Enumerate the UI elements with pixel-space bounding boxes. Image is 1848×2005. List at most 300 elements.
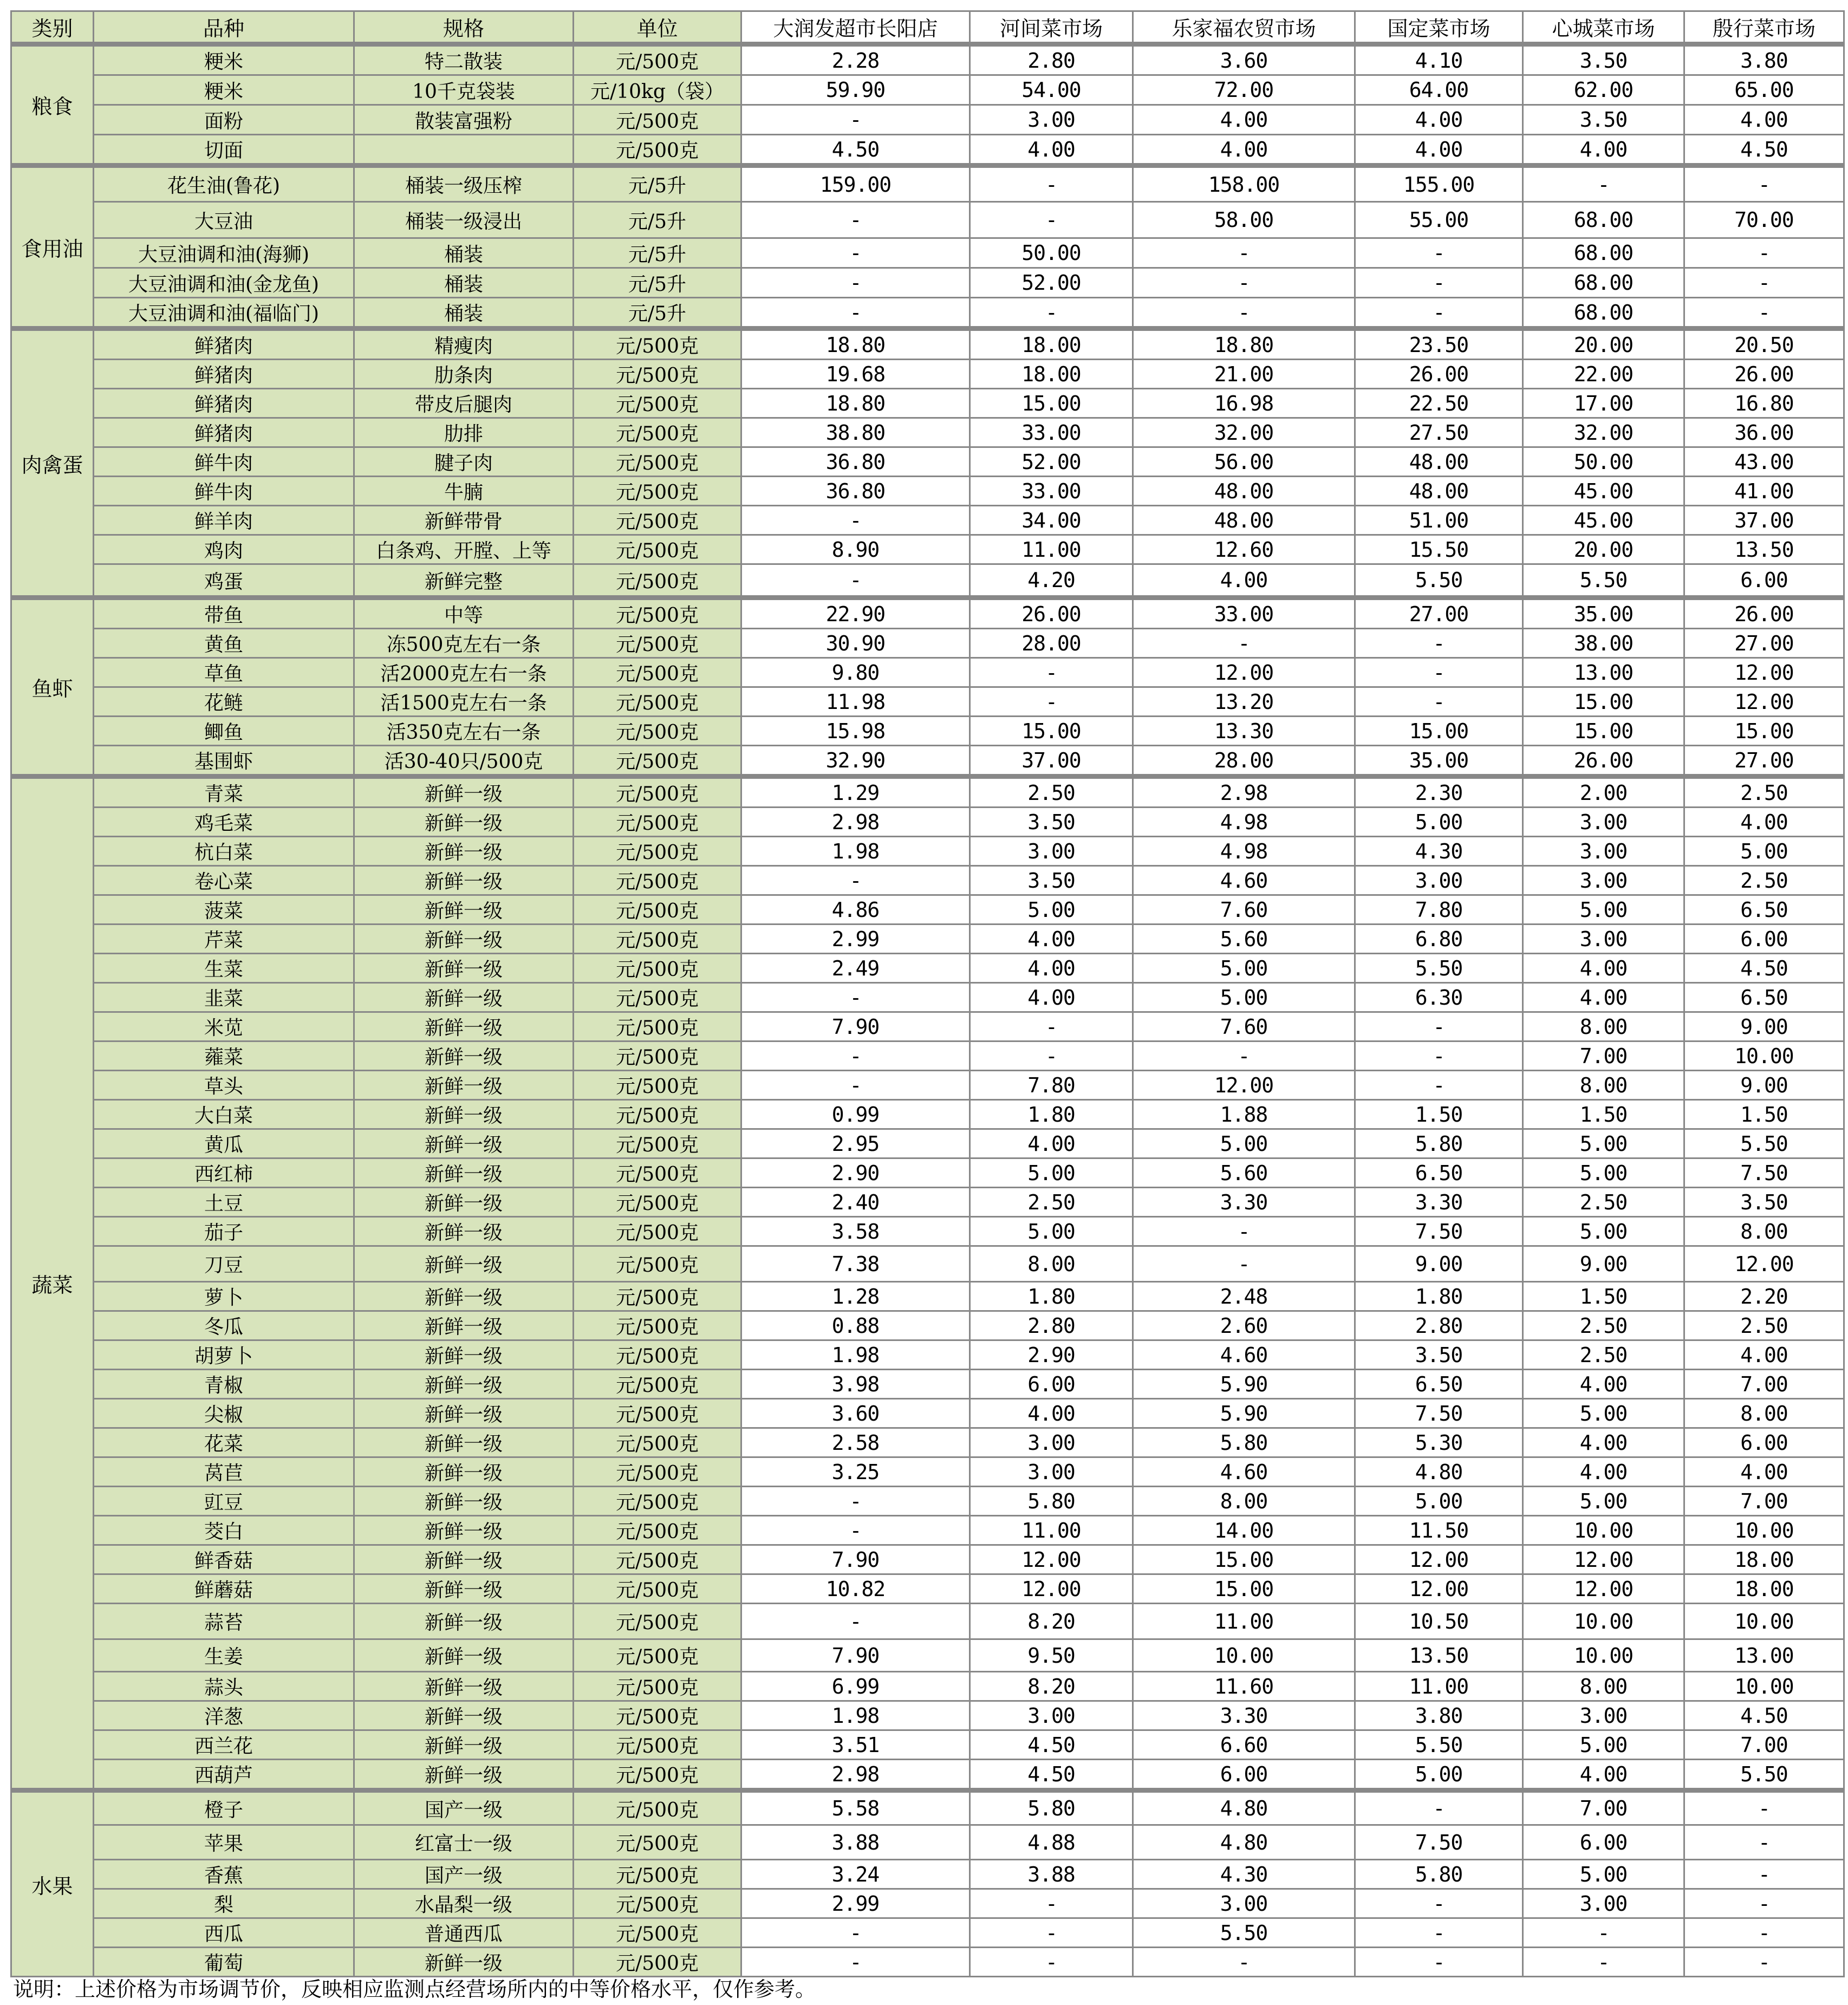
variety-cell: 茄子 xyxy=(94,1217,354,1246)
price-cell: 2.40 xyxy=(741,1188,970,1217)
price-cell: 33.00 xyxy=(970,418,1133,447)
price-cell: 9.80 xyxy=(741,658,970,687)
price-cell: 3.00 xyxy=(970,1701,1133,1730)
price-cell: 3.30 xyxy=(1355,1188,1523,1217)
table-row xyxy=(11,598,1844,629)
price-cell: 68.00 xyxy=(1523,202,1684,238)
price-cell: 18.00 xyxy=(970,329,1133,360)
spec-cell xyxy=(354,135,574,166)
price-cell: 5.30 xyxy=(1355,1428,1523,1457)
price-cell: 12.00 xyxy=(1684,1246,1844,1282)
table-row xyxy=(11,895,1844,925)
price-cell: 4.00 xyxy=(970,1399,1133,1428)
price-cell: 2.50 xyxy=(1523,1340,1684,1370)
variety-cell: 西葫芦 xyxy=(94,1760,354,1791)
table-row xyxy=(11,1574,1844,1604)
price-cell: 5.00 xyxy=(1355,1487,1523,1516)
price-cell: 10.00 xyxy=(1523,1604,1684,1639)
table-row xyxy=(11,746,1844,777)
price-cell: 4.00 xyxy=(1133,564,1355,598)
price-cell: - xyxy=(970,1918,1133,1948)
unit-cell: 元/500克 xyxy=(574,44,741,75)
price-cell: - xyxy=(970,298,1133,329)
price-cell: 32.00 xyxy=(1523,418,1684,447)
price-cell: 22.00 xyxy=(1523,360,1684,389)
table-row xyxy=(11,808,1844,837)
price-cell: - xyxy=(741,506,970,535)
price-cell: 7.90 xyxy=(741,1012,970,1041)
variety-cell: 大豆油 xyxy=(94,202,354,238)
price-cell: 11.00 xyxy=(1133,1604,1355,1639)
price-cell: - xyxy=(970,1041,1133,1071)
variety-cell: 橙子 xyxy=(94,1791,354,1825)
spec-cell: 新鲜一级 xyxy=(354,1282,574,1311)
footnote: 说明：上述价格为市场调节价，反映相应监测点经营场所内的中等价格水平，仅作参考。 xyxy=(13,1977,816,2001)
price-cell: - xyxy=(741,105,970,135)
price-cell: 5.50 xyxy=(1355,1730,1523,1760)
price-cell: 12.60 xyxy=(1133,535,1355,564)
price-cell: - xyxy=(1133,1041,1355,1071)
spec-cell: 10千克袋装 xyxy=(354,75,574,105)
price-cell: 4.80 xyxy=(1355,1457,1523,1487)
unit-cell: 元/500克 xyxy=(574,1639,741,1672)
table-row xyxy=(11,1516,1844,1545)
price-cell: 5.00 xyxy=(1355,1760,1523,1791)
price-cell: 3.98 xyxy=(741,1370,970,1399)
unit-cell: 元/500克 xyxy=(574,1730,741,1760)
table-row xyxy=(11,1370,1844,1399)
spec-cell: 普通西瓜 xyxy=(354,1918,574,1948)
price-table-sheet xyxy=(10,10,1843,1977)
price-cell: 4.00 xyxy=(1523,954,1684,983)
price-cell: 12.00 xyxy=(1523,1574,1684,1604)
price-cell: 11.00 xyxy=(970,1516,1133,1545)
spec-cell: 特二散装 xyxy=(354,44,574,75)
variety-cell: 鲜牛肉 xyxy=(94,477,354,506)
price-cell: 26.00 xyxy=(1684,360,1844,389)
unit-cell: 元/500克 xyxy=(574,895,741,925)
price-cell: 4.00 xyxy=(1523,1760,1684,1791)
unit-cell: 元/500克 xyxy=(574,1428,741,1457)
price-cell: - xyxy=(1133,238,1355,268)
price-cell: 4.30 xyxy=(1355,837,1523,866)
price-cell: 4.00 xyxy=(970,983,1133,1012)
variety-cell: 大豆油调和油(福临门) xyxy=(94,298,354,329)
variety-cell: 大豆油调和油(金龙鱼) xyxy=(94,268,354,298)
price-cell: 70.00 xyxy=(1684,202,1844,238)
price-cell: 4.00 xyxy=(970,954,1133,983)
price-cell: 3.00 xyxy=(970,1457,1133,1487)
table-row xyxy=(11,1604,1844,1639)
price-cell: 2.48 xyxy=(1133,1282,1355,1311)
table-row xyxy=(11,135,1844,166)
price-cell: 68.00 xyxy=(1523,298,1684,329)
table-body xyxy=(11,44,1844,1977)
spec-cell: 桶装一级压榨 xyxy=(354,166,574,202)
price-cell: 6.50 xyxy=(1355,1370,1523,1399)
price-cell: 15.98 xyxy=(741,717,970,746)
price-cell: 3.00 xyxy=(1133,1889,1355,1918)
price-cell: 22.50 xyxy=(1355,389,1523,418)
price-cell: 1.88 xyxy=(1133,1100,1355,1129)
unit-cell: 元/5升 xyxy=(574,202,741,238)
price-cell: 6.30 xyxy=(1355,983,1523,1012)
price-cell: 2.90 xyxy=(970,1340,1133,1370)
price-cell: 8.00 xyxy=(1684,1399,1844,1428)
price-cell: 6.00 xyxy=(1684,1428,1844,1457)
variety-cell: 香蕉 xyxy=(94,1860,354,1889)
variety-cell: 大白菜 xyxy=(94,1100,354,1129)
price-cell: 3.00 xyxy=(1523,1889,1684,1918)
price-cell: - xyxy=(970,658,1133,687)
variety-cell: 鲜猪肉 xyxy=(94,389,354,418)
table-row xyxy=(11,717,1844,746)
table-row xyxy=(11,1760,1844,1791)
price-cell: 13.50 xyxy=(1684,535,1844,564)
price-cell: 64.00 xyxy=(1355,75,1523,105)
price-cell: 3.50 xyxy=(1523,44,1684,75)
price-cell: 4.60 xyxy=(1133,1340,1355,1370)
variety-cell: 花鲢 xyxy=(94,687,354,717)
table-row xyxy=(11,506,1844,535)
price-cell: 4.00 xyxy=(1684,808,1844,837)
variety-cell: 草头 xyxy=(94,1071,354,1100)
price-cell: 2.50 xyxy=(1684,777,1844,808)
price-cell: 13.30 xyxy=(1133,717,1355,746)
spec-cell: 腱子肉 xyxy=(354,447,574,477)
spec-cell: 新鲜一级 xyxy=(354,1158,574,1188)
price-cell: 15.50 xyxy=(1355,535,1523,564)
price-cell: 15.00 xyxy=(1133,1574,1355,1604)
price-cell: 9.00 xyxy=(1684,1012,1844,1041)
price-cell: 4.00 xyxy=(1684,105,1844,135)
spec-cell: 新鲜一级 xyxy=(354,1948,574,1977)
table-row xyxy=(11,1399,1844,1428)
price-cell: - xyxy=(1355,1889,1523,1918)
price-cell: 15.00 xyxy=(1523,717,1684,746)
price-cell: 5.80 xyxy=(1133,1428,1355,1457)
spec-cell: 活350克左右一条 xyxy=(354,717,574,746)
price-cell: 68.00 xyxy=(1523,268,1684,298)
price-cell: 28.00 xyxy=(1133,746,1355,777)
variety-cell: 蕹菜 xyxy=(94,1041,354,1071)
unit-cell: 元/500克 xyxy=(574,1791,741,1825)
table-row xyxy=(11,1041,1844,1071)
unit-cell: 元/500克 xyxy=(574,629,741,658)
table-row xyxy=(11,298,1844,329)
variety-cell: 粳米 xyxy=(94,75,354,105)
price-cell: 15.00 xyxy=(1684,717,1844,746)
price-cell: 0.88 xyxy=(741,1311,970,1340)
table-row xyxy=(11,1791,1844,1825)
table-row xyxy=(11,687,1844,717)
price-cell: 3.30 xyxy=(1133,1188,1355,1217)
price-cell: 2.00 xyxy=(1523,777,1684,808)
category-cell: 食用油 xyxy=(11,166,94,329)
price-cell: 10.00 xyxy=(1523,1639,1684,1672)
price-cell: 28.00 xyxy=(970,629,1133,658)
unit-cell: 元/500克 xyxy=(574,954,741,983)
price-cell: 4.00 xyxy=(1523,1428,1684,1457)
price-cell: 3.00 xyxy=(1523,1701,1684,1730)
table-row xyxy=(11,1246,1844,1282)
price-cell: 11.60 xyxy=(1133,1672,1355,1701)
table-row xyxy=(11,954,1844,983)
category-cell: 水果 xyxy=(11,1791,94,1977)
unit-cell: 元/500克 xyxy=(574,808,741,837)
price-cell: 13.00 xyxy=(1523,658,1684,687)
price-cell: 6.50 xyxy=(1684,983,1844,1012)
price-cell: 3.00 xyxy=(1523,808,1684,837)
variety-cell: 鲜猪肉 xyxy=(94,329,354,360)
price-cell: 4.88 xyxy=(970,1825,1133,1860)
price-cell: 1.80 xyxy=(970,1282,1133,1311)
variety-cell: 莴苣 xyxy=(94,1457,354,1487)
price-cell: 3.51 xyxy=(741,1730,970,1760)
price-cell: 3.50 xyxy=(970,866,1133,895)
price-cell: 11.98 xyxy=(741,687,970,717)
table-row xyxy=(11,535,1844,564)
price-cell: 3.80 xyxy=(1355,1701,1523,1730)
price-cell: 12.00 xyxy=(1523,1545,1684,1574)
price-cell: 4.80 xyxy=(1133,1791,1355,1825)
price-cell: 1.98 xyxy=(741,1701,970,1730)
price-cell: 1.29 xyxy=(741,777,970,808)
price-cell: 5.50 xyxy=(1523,564,1684,598)
table-row xyxy=(11,1340,1844,1370)
price-cell: 1.80 xyxy=(970,1100,1133,1129)
unit-cell: 元/500克 xyxy=(574,506,741,535)
variety-cell: 芹菜 xyxy=(94,925,354,954)
price-cell: 9.00 xyxy=(1355,1246,1523,1282)
price-cell: 34.00 xyxy=(970,506,1133,535)
price-cell: 30.90 xyxy=(741,629,970,658)
spec-cell: 新鲜一级 xyxy=(354,1340,574,1370)
price-cell: 4.00 xyxy=(1523,983,1684,1012)
unit-cell: 元/500克 xyxy=(574,105,741,135)
price-cell: 4.50 xyxy=(1684,954,1844,983)
unit-cell: 元/500克 xyxy=(574,1701,741,1730)
unit-cell: 元/500克 xyxy=(574,1574,741,1604)
table-row xyxy=(11,44,1844,75)
spec-cell: 新鲜一级 xyxy=(354,777,574,808)
price-cell: 3.30 xyxy=(1133,1701,1355,1730)
price-cell: 3.60 xyxy=(741,1399,970,1428)
unit-cell: 元/500克 xyxy=(574,1282,741,1311)
category-cell: 蔬菜 xyxy=(11,777,94,1791)
price-cell: 19.68 xyxy=(741,360,970,389)
table-row xyxy=(11,925,1844,954)
spec-cell: 新鲜一级 xyxy=(354,1012,574,1041)
price-cell: 0.99 xyxy=(741,1100,970,1129)
price-cell: 3.00 xyxy=(970,105,1133,135)
unit-cell: 元/500克 xyxy=(574,1860,741,1889)
table-row xyxy=(11,837,1844,866)
table-row xyxy=(11,777,1844,808)
variety-cell: 梨 xyxy=(94,1889,354,1918)
price-cell: 27.50 xyxy=(1355,418,1523,447)
variety-cell: 大豆油调和油(海狮) xyxy=(94,238,354,268)
price-cell: 5.00 xyxy=(1523,1860,1684,1889)
header-market: 乐家福农贸市场 xyxy=(1133,11,1355,44)
price-cell: 7.50 xyxy=(1355,1825,1523,1860)
price-cell: - xyxy=(1355,1041,1523,1071)
price-cell: 68.00 xyxy=(1523,238,1684,268)
unit-cell: 元/500克 xyxy=(574,598,741,629)
price-cell: 35.00 xyxy=(1523,598,1684,629)
price-cell: 5.90 xyxy=(1133,1399,1355,1428)
price-cell: 8.00 xyxy=(1523,1012,1684,1041)
table-row xyxy=(11,1071,1844,1100)
spec-cell: 新鲜一级 xyxy=(354,1574,574,1604)
price-cell: - xyxy=(1355,1012,1523,1041)
price-cell: 6.00 xyxy=(1684,925,1844,954)
unit-cell: 元/5升 xyxy=(574,298,741,329)
variety-cell: 青菜 xyxy=(94,777,354,808)
variety-cell: 蒜苔 xyxy=(94,1604,354,1639)
price-cell: 7.50 xyxy=(1684,1158,1844,1188)
price-cell: 159.00 xyxy=(741,166,970,202)
price-cell: 13.50 xyxy=(1355,1639,1523,1672)
price-cell: 62.00 xyxy=(1523,75,1684,105)
price-cell: 4.98 xyxy=(1133,808,1355,837)
unit-cell: 元/500克 xyxy=(574,1918,741,1948)
price-cell: 4.00 xyxy=(1523,135,1684,166)
spec-cell: 新鲜一级 xyxy=(354,925,574,954)
spec-cell: 新鲜一级 xyxy=(354,895,574,925)
price-cell: 3.88 xyxy=(741,1825,970,1860)
price-cell: - xyxy=(1684,238,1844,268)
spec-cell: 活1500克左右一条 xyxy=(354,687,574,717)
unit-cell: 元/500克 xyxy=(574,535,741,564)
price-cell: - xyxy=(1355,1791,1523,1825)
price-cell: 5.80 xyxy=(1355,1129,1523,1158)
price-cell: - xyxy=(1523,166,1684,202)
spec-cell: 新鲜一级 xyxy=(354,1639,574,1672)
price-cell: 3.50 xyxy=(1355,1340,1523,1370)
unit-cell: 元/500克 xyxy=(574,658,741,687)
price-cell: 7.80 xyxy=(970,1071,1133,1100)
price-cell: - xyxy=(1684,166,1844,202)
table-row xyxy=(11,1457,1844,1487)
price-cell: 12.00 xyxy=(1355,1574,1523,1604)
price-cell: 7.80 xyxy=(1355,895,1523,925)
price-cell: 51.00 xyxy=(1355,506,1523,535)
price-cell: 18.80 xyxy=(1133,329,1355,360)
spec-cell: 新鲜一级 xyxy=(354,808,574,837)
price-cell: - xyxy=(741,866,970,895)
price-cell: 4.00 xyxy=(970,1129,1133,1158)
price-cell: 155.00 xyxy=(1355,166,1523,202)
unit-cell: 元/500克 xyxy=(574,1399,741,1428)
variety-cell: 蒜头 xyxy=(94,1672,354,1701)
header-market: 河间菜市场 xyxy=(970,11,1133,44)
price-cell: 5.00 xyxy=(970,1217,1133,1246)
variety-cell: 基围虾 xyxy=(94,746,354,777)
price-cell: 10.00 xyxy=(1684,1604,1844,1639)
price-cell: 36.00 xyxy=(1684,418,1844,447)
price-cell: 2.50 xyxy=(1523,1188,1684,1217)
price-cell: 11.00 xyxy=(970,535,1133,564)
spec-cell: 新鲜一级 xyxy=(354,1129,574,1158)
price-cell: 8.90 xyxy=(741,535,970,564)
price-cell: 5.00 xyxy=(1523,1487,1684,1516)
price-cell: 20.00 xyxy=(1523,329,1684,360)
price-cell: 5.00 xyxy=(1133,983,1355,1012)
unit-cell: 元/500克 xyxy=(574,389,741,418)
price-cell: 2.80 xyxy=(970,1311,1133,1340)
price-cell: 10.82 xyxy=(741,1574,970,1604)
price-cell: 45.00 xyxy=(1523,506,1684,535)
price-cell: - xyxy=(741,1516,970,1545)
price-cell: 12.00 xyxy=(970,1574,1133,1604)
table-row xyxy=(11,1672,1844,1701)
price-cell: 5.00 xyxy=(1133,1129,1355,1158)
price-cell: 3.00 xyxy=(1523,837,1684,866)
unit-cell: 元/500克 xyxy=(574,1071,741,1100)
variety-cell: 鲜猪肉 xyxy=(94,360,354,389)
unit-cell: 元/500克 xyxy=(574,837,741,866)
price-cell: 18.00 xyxy=(1684,1574,1844,1604)
table-row xyxy=(11,105,1844,135)
spec-cell: 桶装 xyxy=(354,238,574,268)
price-cell: 1.50 xyxy=(1523,1100,1684,1129)
price-cell: 6.60 xyxy=(1133,1730,1355,1760)
price-cell: - xyxy=(1523,1918,1684,1948)
spec-cell: 新鲜一级 xyxy=(354,1487,574,1516)
price-cell: - xyxy=(741,238,970,268)
price-cell: 2.58 xyxy=(741,1428,970,1457)
price-cell: 38.00 xyxy=(1523,629,1684,658)
category-cell: 粮食 xyxy=(11,44,94,166)
price-cell: 4.30 xyxy=(1133,1860,1355,1889)
table-row xyxy=(11,238,1844,268)
price-cell: 7.50 xyxy=(1355,1217,1523,1246)
price-cell: 5.00 xyxy=(1523,1129,1684,1158)
spec-cell: 新鲜一级 xyxy=(354,1428,574,1457)
price-cell: - xyxy=(970,1012,1133,1041)
table-row xyxy=(11,1639,1844,1672)
price-cell: 3.25 xyxy=(741,1457,970,1487)
spec-cell: 活30-40只/500克 xyxy=(354,746,574,777)
price-cell: 8.00 xyxy=(970,1246,1133,1282)
price-cell: 7.00 xyxy=(1684,1487,1844,1516)
variety-cell: 带鱼 xyxy=(94,598,354,629)
price-cell: 2.60 xyxy=(1133,1311,1355,1340)
table-row xyxy=(11,983,1844,1012)
price-cell: 36.80 xyxy=(741,477,970,506)
table-row xyxy=(11,564,1844,598)
price-cell: 32.00 xyxy=(1133,418,1355,447)
price-cell: 5.00 xyxy=(1523,1399,1684,1428)
table-row xyxy=(11,1311,1844,1340)
price-cell: 5.50 xyxy=(1133,1918,1355,1948)
price-cell: 18.80 xyxy=(741,329,970,360)
variety-cell: 鲜香菇 xyxy=(94,1545,354,1574)
price-cell: - xyxy=(1684,1860,1844,1889)
price-cell: 41.00 xyxy=(1684,477,1844,506)
price-cell: 4.00 xyxy=(1523,1370,1684,1399)
price-cell: 3.24 xyxy=(741,1860,970,1889)
price-cell: 4.50 xyxy=(741,135,970,166)
unit-cell: 元/500克 xyxy=(574,687,741,717)
price-cell: - xyxy=(1133,298,1355,329)
price-cell: 8.00 xyxy=(1523,1071,1684,1100)
price-cell: 7.60 xyxy=(1133,1012,1355,1041)
price-cell: 15.00 xyxy=(970,389,1133,418)
price-cell: 6.50 xyxy=(1355,1158,1523,1188)
price-cell: - xyxy=(1355,238,1523,268)
